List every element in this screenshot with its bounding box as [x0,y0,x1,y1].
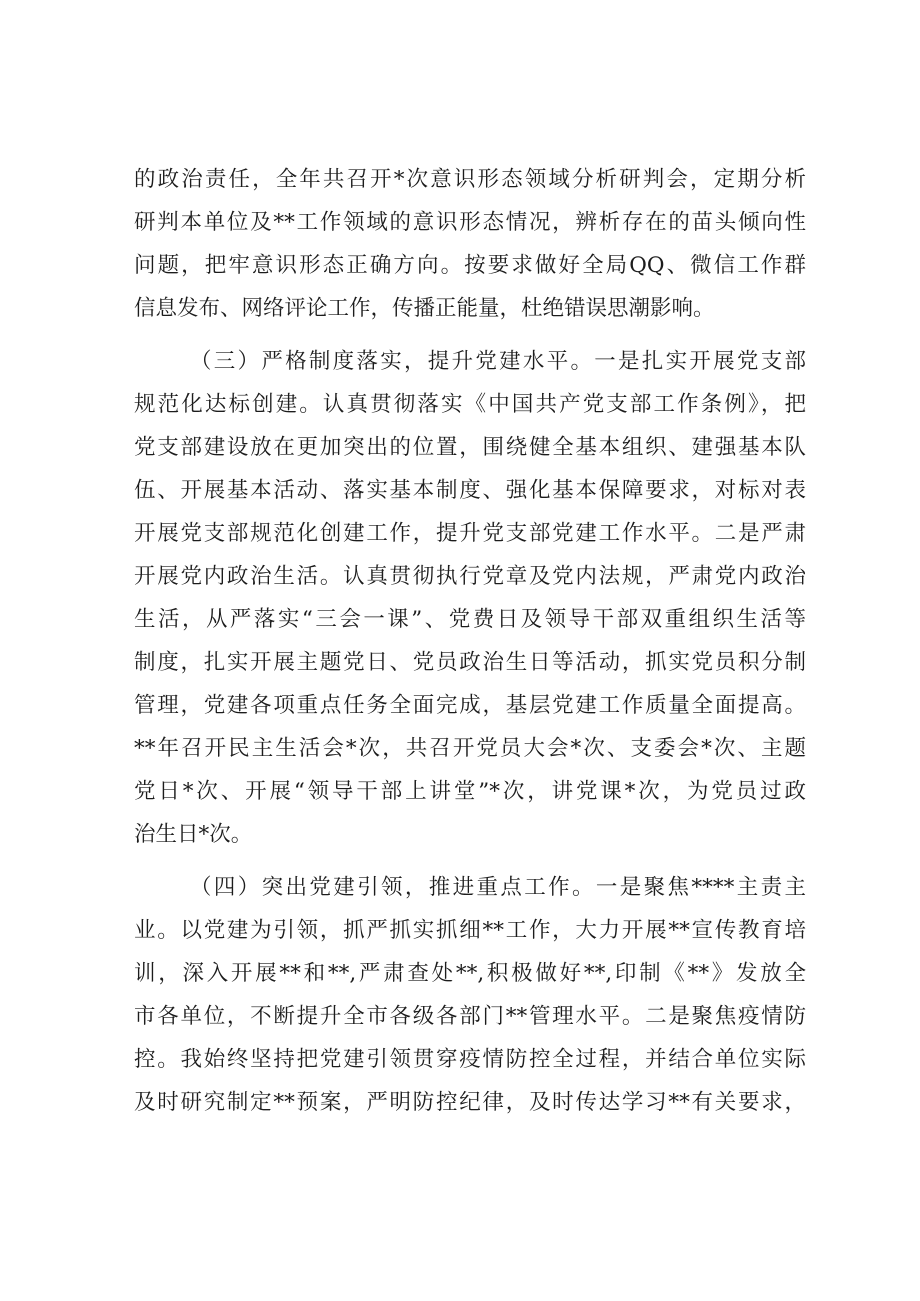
text-line: 生活，从严落实“三会一课”、党费日及领导干部双重组织生活等 [134,607,806,632]
text-line: 的政治责任，全年共召开*次意识形态领域分析研判会，定期分析 [134,167,806,192]
text-line: **年召开民主生活会*次，共召开党员大会*次、支委会*次、主题 [134,736,806,761]
text-line: 党日*次、开展“领导干部上讲堂”*次，讲党课*次，为党员过政 [134,779,806,804]
text-line: 及时研究制定**预案，严明防控纪律，及时传达学习**有关要求， [134,1090,806,1115]
text-line: 开展党内政治生活。认真贯彻执行党章及党内法规，严肃党内政治 [134,564,806,589]
section-four-heading-line: （四）突出党建引领，推进重点工作。一是聚焦****主责主 [190,875,806,900]
section-three-heading-line: （三）严格制度落实，提升党建水平。一是扎实开展党支部 [190,349,806,374]
text-line: 管理，党建各项重点任务全面完成，基层党建工作质量全面提高。 [134,693,806,718]
text-line: 控。我始终坚持把党建引领贯穿疫情防控全过程，并结合单位实际 [134,1047,806,1072]
text-line: 研判本单位及**工作领域的意识形态情况，辨析存在的苗头倾向性 [134,210,806,235]
text-line: 问题，把牢意识形态正确方向。按要求做好全局QQ、微信工作群 [134,253,806,278]
text-line: 制度，扎实开展主题党日、党员政治生日等活动，抓实党员积分制 [134,650,806,675]
text-line: 伍、开展基本活动、落实基本制度、强化基本保障要求，对标对表 [134,478,806,503]
text-line: 开展党支部规范化创建工作，提升党支部党建工作水平。二是严肃 [134,521,806,546]
text-line: 市各单位，不断提升全市各级各部门**管理水平。二是聚焦疫情防 [134,1004,806,1029]
text-line: 治生日*次。 [134,822,253,847]
text-line: 规范化达标创建。认真贯彻落实《中国共产党支部工作条例》，把 [134,392,806,417]
text-line: 信息发布、网络评论工作，传播正能量，杜绝错误思潮影响。 [134,296,715,321]
text-line: 党支部建设放在更加突出的位置，围绕健全基本组织、建强基本队 [134,435,806,460]
text-line: 训，深入开展**和**,严肃查处**,积极做好**,印制《**》发放全 [134,961,806,986]
text-line: 业。以党建为引领，抓严抓实抓细**工作，大力开展**宣传教育培 [134,918,806,943]
